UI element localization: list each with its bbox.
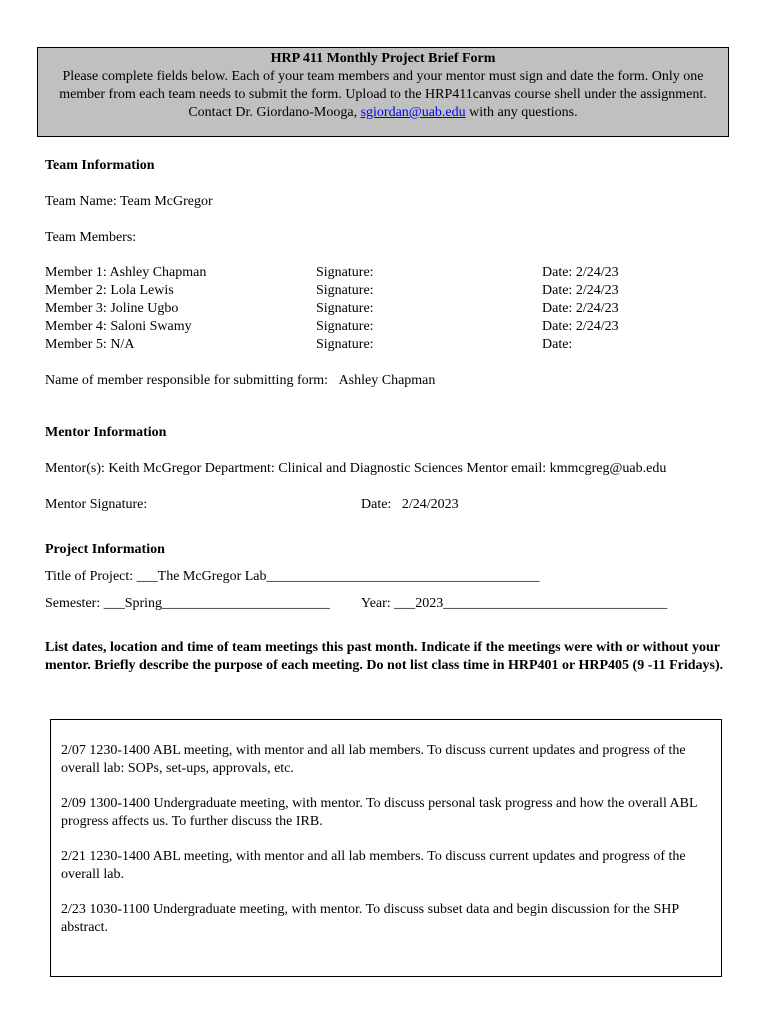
instructions-tail: with any questions. [465, 105, 578, 120]
meeting-entry: 2/09 1300-1400 Undergraduate meeting, with mentor. To discuss personal task progress and how the overall ABL progress affects us. To further discuss the IRB. [61, 796, 698, 829]
member-name: Member 5: N/A [45, 337, 135, 352]
project-info-heading: Project Information [45, 542, 165, 557]
form-title: HRP 411 Monthly Project Brief Form [270, 51, 496, 66]
year-line: Year: ___2023________________________________ [361, 596, 668, 611]
meeting-entry: 2/23 1030-1100 Undergraduate meeting, with mentor. To discuss subset data and begin discussion for the SHP abstract. [61, 902, 679, 935]
member-date: Date: 2/24/23 [542, 319, 619, 334]
team-members-label: Team Members: [45, 230, 137, 245]
member-name: Member 2: Lola Lewis [45, 283, 174, 298]
instructions-text: Please complete fields below. Each of your team members and your mentor must sign and date the form. Only one member from each team needs to submit the form. Upload to the HRP411canvas course shell under the assignment. Contact Dr. Giordano-Mooga, [59, 69, 707, 120]
member-name: Member 3: Joline Ugbo [45, 301, 179, 316]
member-row [45, 264, 725, 282]
submitter-label: Name of member responsible for submitting form: [45, 373, 329, 388]
mentor-details: Mentor(s): Keith McGregor Department: Clinical and Diagnostic Sciences Mentor email: kmmcgreg@uab.edu [45, 461, 667, 476]
form-header-box [37, 47, 729, 137]
meeting-entry: 2/21 1230-1400 ABL meeting, with mentor and all lab members. To discuss current updates and progress of the overall lab. [61, 849, 686, 882]
mentor-date [361, 496, 459, 514]
member-signature: Signature: [316, 337, 374, 352]
member-date: Date: 2/24/23 [542, 265, 619, 280]
member-date: Date: 2/24/23 [542, 301, 619, 316]
meeting-entry: 2/07 1230-1400 ABL meeting, with mentor and all lab members. To discuss current updates and progress of the overall lab: SOPs, set-ups, approvals, etc. [61, 743, 686, 776]
project-title-line: Title of Project: ___The McGregor Lab_______________________________________ [45, 569, 540, 584]
mentor-date-label: Date: [361, 497, 392, 512]
form-instructions [38, 68, 728, 122]
submitter-name: Ashley Chapman [338, 373, 436, 388]
member-signature: Signature: [316, 319, 374, 334]
member-signature: Signature: [316, 283, 374, 298]
member-signature: Signature: [316, 301, 374, 316]
mentor-info-heading: Mentor Information [45, 425, 167, 440]
member-name: Member 1: Ashley Chapman [45, 265, 207, 280]
team-info-heading: Team Information [45, 158, 155, 173]
member-row [45, 282, 725, 300]
member-date: Date: [542, 337, 573, 352]
member-name: Member 4: Saloni Swamy [45, 319, 192, 334]
team-name: Team Name: Team McGregor [45, 194, 213, 209]
member-date: Date: 2/24/23 [542, 283, 619, 298]
member-signature: Signature: [316, 265, 374, 280]
mentor-date-value: 2/24/2023 [401, 497, 459, 512]
meetings-instructions: List dates, location and time of team meetings this past month. Indicate if the meetings were with or without your mentor. Briefly describe the purpose of each meeting. Do not list class time in HRP401 or HRP405 (9 -11 Fridays). [45, 640, 724, 673]
semester-line: Semester: ___Spring________________________ [45, 596, 331, 611]
member-row [45, 300, 725, 318]
contact-email-link[interactable]: sgiordan@uab.edu [360, 105, 466, 120]
mentor-signature-label: Mentor Signature: [45, 497, 148, 512]
meetings-text-box[interactable] [50, 719, 722, 977]
submitter-line [45, 372, 435, 390]
member-row [45, 318, 725, 336]
member-row [45, 336, 725, 354]
